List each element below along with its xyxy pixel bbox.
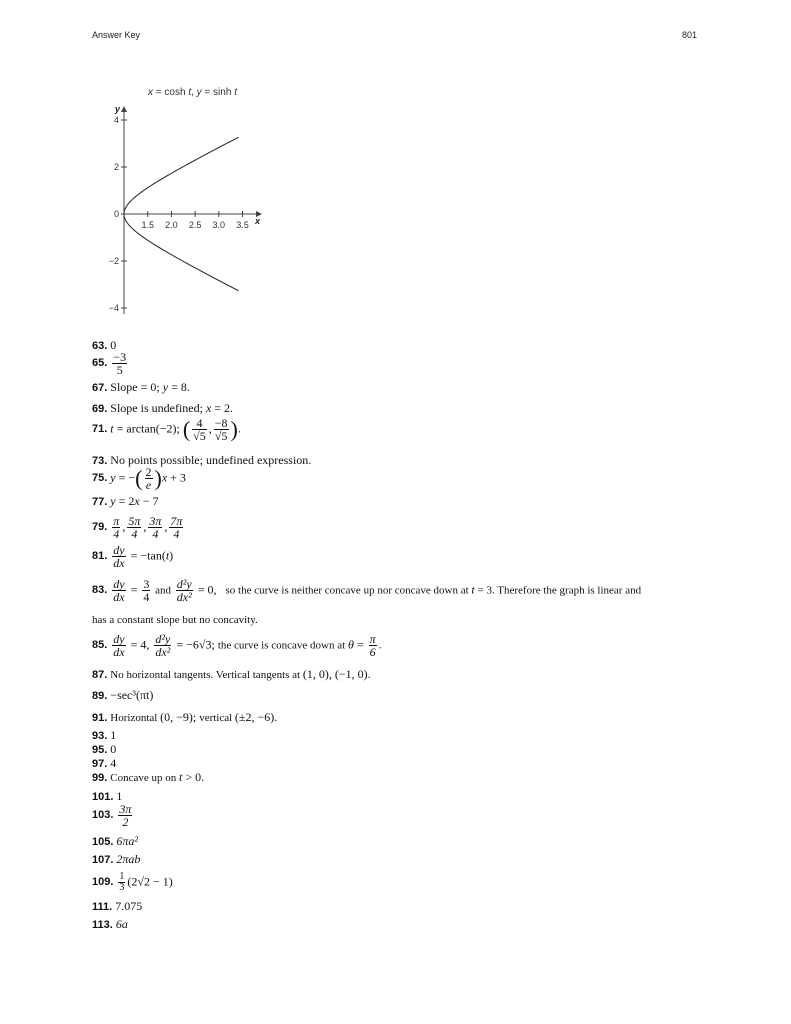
answer-71: 71. t = arctan(−2); ( $\frac{4}{√5}$ , $\frac{-8}{√5}$ ). [92, 416, 241, 443]
title-t2: t [234, 87, 237, 98]
title-eq1: = cosh [153, 87, 189, 98]
answer-111: 111. 7.075 [92, 899, 143, 913]
answer-101: 101. 1 [92, 789, 123, 803]
answer-73: 73. No points possible; undefined expression. [92, 453, 312, 467]
answer-83-line2: has a constant slope but no concavity. [92, 614, 258, 626]
answer-85: 85. $\frac{dy}{dx}$ = 4, $\frac{\text{d²y}}{\text{dx²}}$ = −6√3; the curve is concave down at θ = $\frac{\pi}{6}$ . [92, 632, 382, 659]
answer-93: 93. 1 [92, 728, 117, 742]
answer-97: 97. 4 [92, 756, 117, 770]
y-tick-label: 0 [113, 209, 119, 219]
x-axis-label: x [255, 216, 261, 226]
running-header-left: Answer Key [92, 30, 141, 40]
parametric-chart [92, 80, 292, 320]
answer-79: 79. $\frac{\pi}{4}$ , $\frac{5\pi}{4}$ , $\frac{3\pi}{4}$ , $\frac{7\pi}{4}$ [92, 514, 183, 541]
answer-99: 99. Concave up on t > 0. [92, 770, 205, 784]
answer-69: 69. Slope is undefined; x = 2. [92, 401, 234, 415]
y-axis-label: y [115, 104, 121, 114]
answer-67: 67. Slope = 0; y = 8. [92, 380, 190, 394]
answer-113: 113. 6a [92, 917, 128, 931]
answer-87: 87. No horizontal tangents. Vertical tangents at (1, 0), (−1, 0). [92, 667, 371, 681]
answer-77: 77. y = 2x − 7 [92, 494, 159, 508]
y-tick-label: 4 [113, 115, 119, 125]
answer-63: 63. 0 [92, 338, 117, 352]
answer-83: 83. $\frac{dy}{dx}$ = $\frac{3}{4}$ and $\frac{\text{d²y}}{\text{dx²}}$ = 0, so the curve is neither concave up nor concave down at t = 3. Therefore the graph is linear and [92, 577, 642, 604]
answer-81: 81. $\frac{dy}{dx}$ = −tan(t) [92, 543, 174, 570]
answer-103: 103. $\frac{3\pi}{2}$ [92, 802, 132, 829]
answer-91: 91. Horizontal (0, −9); vertical (±2, −6). [92, 710, 278, 724]
title-x: x [148, 87, 153, 98]
answer-105: 105. 6πa² [92, 834, 139, 848]
title-y: y [196, 87, 202, 98]
answer-109: 109. $\frac{1}{3}$ (2√2 − 1) [92, 871, 173, 893]
x-tick-label: 2.0 [165, 220, 178, 230]
axes-group [109, 106, 262, 314]
y-tick-label: 2 [113, 162, 119, 172]
x-tick-label: 3.5 [236, 220, 249, 230]
answer-75: 75. y = −( $\frac{2}{e}$ )x + 3 [92, 465, 186, 492]
answer-89: 89. −sec³(πt) [92, 688, 154, 702]
x-tick-label: 1.5 [141, 220, 154, 230]
fraction: $\frac{-3}{5}$ [113, 350, 127, 377]
page-number: 801 [681, 30, 697, 40]
y-tick-label: −4 [108, 303, 119, 313]
answer-107: 107. 2πab [92, 852, 141, 866]
x-tick-label: 3.0 [212, 220, 226, 230]
answer-95: 95. 0 [92, 742, 117, 756]
x-tick-label: 2.5 [188, 220, 202, 230]
title-sep: , [191, 87, 197, 98]
title-t1: t [188, 87, 192, 98]
y-tick-label: −2 [108, 256, 119, 266]
y-axis-arrow [121, 106, 127, 112]
chart-title [147, 87, 238, 98]
title-eq2: = sinh [201, 87, 235, 98]
answer-65: 65. $\frac{-3}{5}$ [92, 350, 127, 377]
